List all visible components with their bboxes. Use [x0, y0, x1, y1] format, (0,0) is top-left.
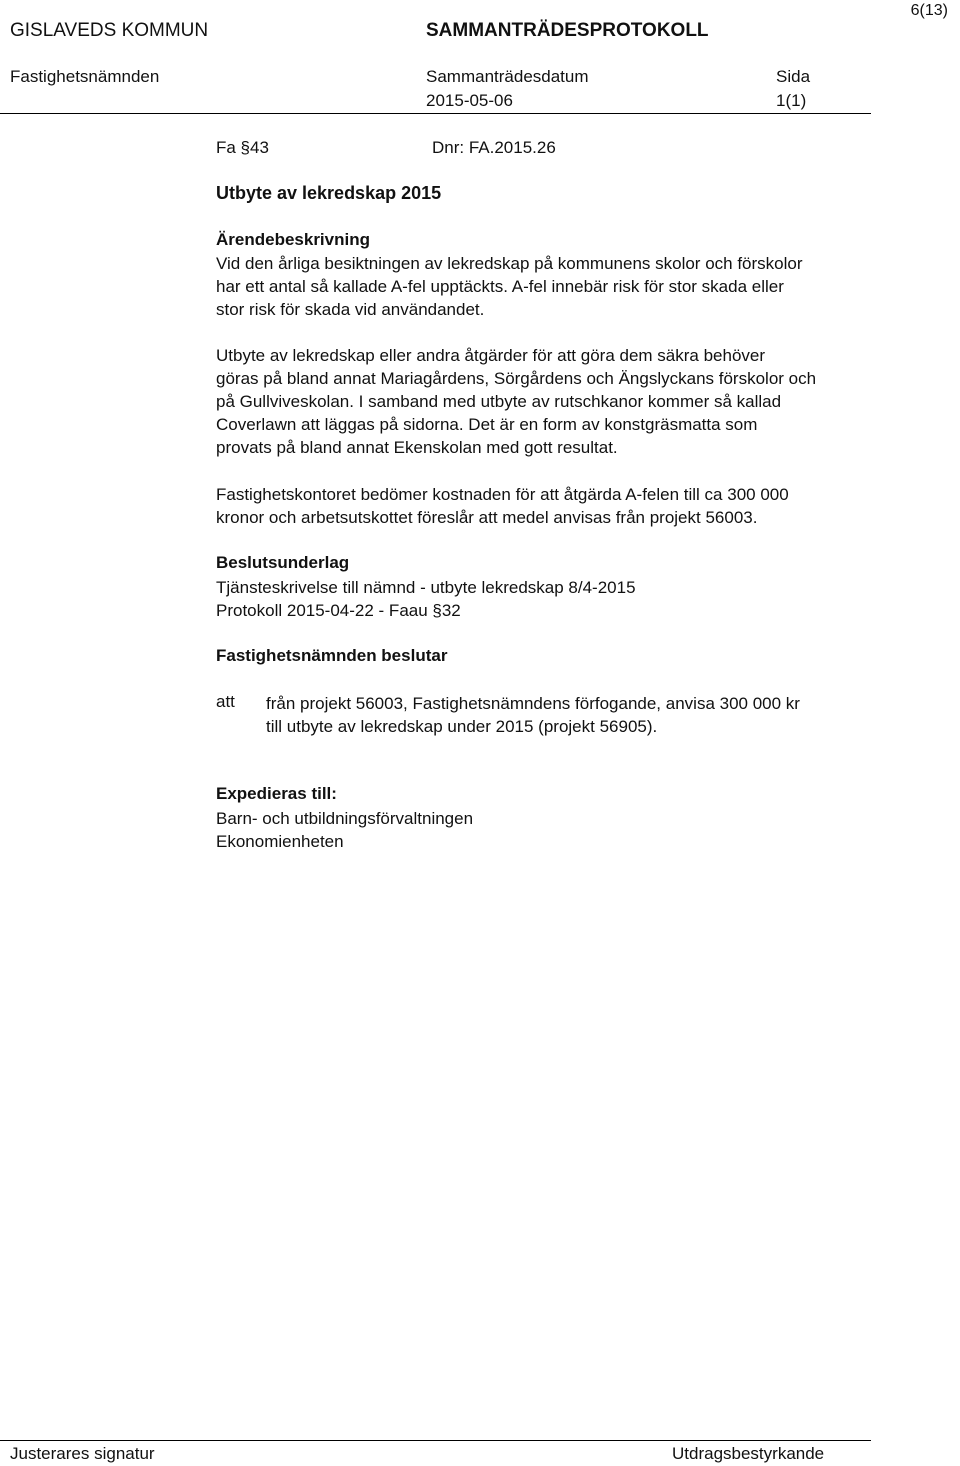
text-line: Vid den årliga besiktningen av lekredskap på kommunens skolor och förskolor: [216, 254, 803, 273]
text-line: Fastighetskontoret bedömer kostnaden för att åtgärda A-felen till ca 300 000: [216, 485, 789, 504]
meeting-date-label: Sammanträdesdatum: [426, 67, 589, 86]
signature-label: Justerares signatur: [10, 1444, 155, 1463]
text-line: Utbyte av lekredskap eller andra åtgärder för att göra dem säkra behöver: [216, 346, 766, 365]
footer-divider: [0, 1440, 871, 1441]
text-line: göras på bland annat Mariagårdens, Sörgårdens och Ängslyckans förskolor och: [216, 369, 817, 388]
decision-text: [266, 692, 866, 738]
description-paragraph-3: [216, 483, 856, 529]
text-line: stor risk för skada vid användandet.: [216, 300, 485, 319]
description-paragraph-2: [216, 344, 856, 459]
text-line: har ett antal så kallade A-fel upptäckts. A-fel innebär risk för stor skada eller: [216, 277, 784, 296]
description-paragraph-1: [216, 252, 856, 321]
section-heading-arendebeskrivning: Ärendebeskrivning: [216, 230, 370, 249]
decision-prefix: att: [216, 692, 235, 711]
decision-basis-item: Protokoll 2015-04-22 - Faau §32: [216, 601, 461, 620]
organization-name: GISLAVEDS KOMMUN: [10, 20, 209, 41]
paragraph-number: Fa §43: [216, 138, 269, 157]
section-heading-beslut: Fastighetsnämnden beslutar: [216, 646, 448, 665]
decision-line: från projekt 56003, Fastighetsnämndens förfogande, anvisa 300 000 kr: [266, 694, 800, 713]
distribution-list: [216, 807, 856, 853]
document-type: SAMMANTRÄDESPROTOKOLL: [426, 20, 709, 41]
distribution-item: Ekonomienheten: [216, 832, 344, 851]
text-line: på Gullviveskolan. I samband med utbyte av rutschkanor kommer så kallad: [216, 392, 782, 411]
item-title: Utbyte av lekredskap 2015: [216, 183, 442, 203]
decision-basis-item: Tjänsteskrivelse till nämnd - utbyte lekredskap 8/4-2015: [216, 578, 636, 597]
extract-certification-label: Utdragsbestyrkande: [672, 1444, 825, 1463]
header-divider: [0, 113, 871, 114]
committee-name: Fastighetsnämnden: [10, 67, 160, 86]
text-line: Coverlawn att läggas på sidorna. Det är en form av konstgräsmatta som: [216, 415, 758, 434]
distribution-item: Barn- och utbildningsförvaltningen: [216, 809, 474, 828]
text-line: kronor och arbetsutskottet föreslår att medel anvisas från projekt 56003.: [216, 508, 758, 527]
section-heading-beslutsunderlag: Beslutsunderlag: [216, 553, 350, 572]
case-number: Dnr: FA.2015.26: [432, 138, 556, 157]
decision-basis-list: [216, 576, 856, 622]
decision-line: till utbyte av lekredskap under 2015 (projekt 56905).: [266, 717, 658, 736]
section-heading-expedieras: Expedieras till:: [216, 784, 337, 803]
text-line: provats på bland annat Ekenskolan med gott resultat.: [216, 438, 618, 457]
page-reference: 6(13): [910, 2, 948, 19]
meeting-date: 2015-05-06: [426, 91, 513, 110]
page-label: Sida: [776, 67, 811, 86]
page-number: 1(1): [776, 91, 807, 110]
